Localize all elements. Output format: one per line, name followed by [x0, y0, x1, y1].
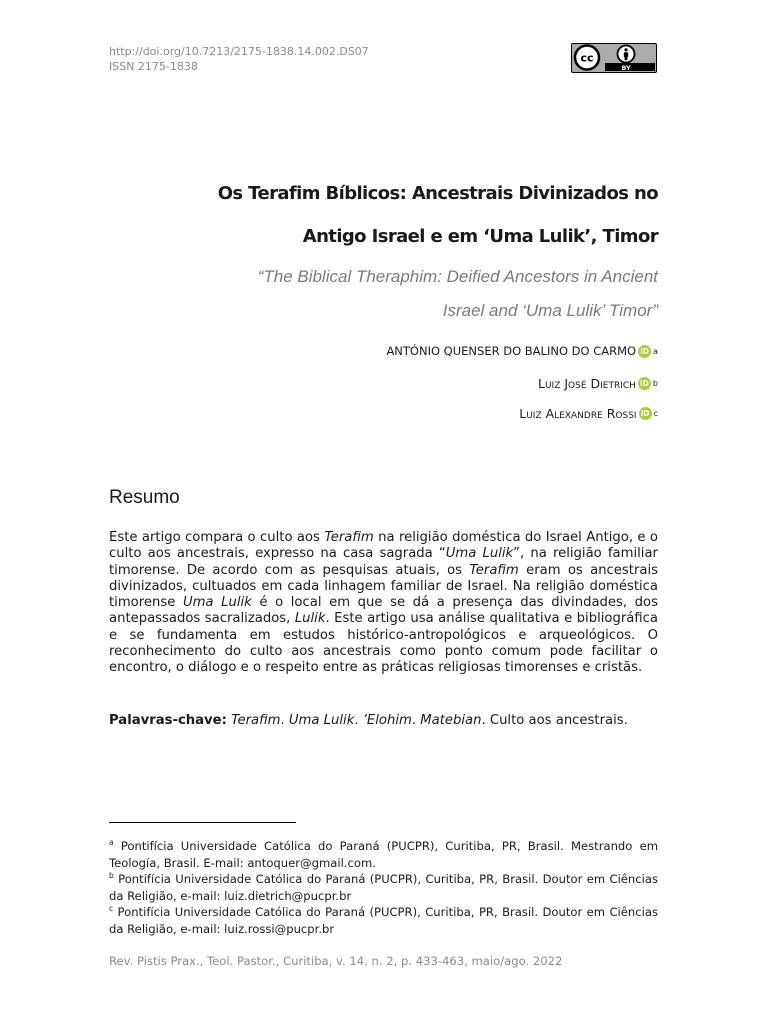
keywords: Palavras-chave: Terafim. Uma Lulik. ’Elohim. Matebian. Culto aos ancestrais.	[109, 713, 628, 728]
author-name: Luiz José Dietrich	[538, 376, 636, 391]
issn: ISSN 2175-1838	[109, 60, 198, 73]
footnotes	[109, 838, 658, 937]
article-header	[109, 44, 369, 74]
journal-citation-footer: Rev. Pistis Prax., Teol. Pastor., Curitiba, v. 14, n. 2, p. 433-463, maio/ago. 2022	[109, 954, 563, 968]
svg-text:cc: cc	[580, 51, 594, 65]
footnote-a: $^a$ Pontifícia Universidade Católica do Paraná (PUCPR), Curitiba, PR, Brasil. Mestrando em Teología, Brasil. E-mail: antoquer@gmail.com.	[109, 838, 658, 870]
author-name: ANTÓNIO QUENSER DO BALINO DO CARMO	[386, 344, 637, 358]
author-2	[538, 376, 658, 391]
doi-link[interactable]: http://doi.org/10.7213/2175-1838.14.002.DS07	[109, 45, 369, 58]
orcid-icon[interactable]: iD	[638, 377, 651, 390]
english-title-line-1: “The Biblical Theraphim: Deified Ancestors in Ancient	[257, 267, 658, 286]
article-title-line-1: Os Terafim Bíblicos: Ancestrais Divinizados no	[217, 183, 658, 204]
orcid-icon[interactable]: iD	[639, 407, 652, 420]
abstract-heading: Resumo	[109, 487, 180, 508]
cc-by-icon	[572, 44, 655, 71]
affiliation-mark: b	[652, 379, 658, 388]
author-1	[386, 344, 658, 358]
cc-by-license-badge[interactable]	[571, 43, 657, 73]
footnote-divider	[109, 822, 296, 823]
author-name: Luiz Alexandre Rossi	[519, 406, 637, 421]
orcid-icon[interactable]: iD	[638, 345, 651, 358]
footnote-c: $^c$ Pontifícia Universidade Católica do Paraná (PUCPR), Curitiba, PR, Brasil. Doutor em Ciências da Religião, e-mail: luiz.rossi@pucpr.br	[109, 904, 658, 936]
english-title-line-2: Israel and ‘Uma Lulik’ Timor”	[442, 301, 658, 320]
affiliation-mark: a	[653, 346, 658, 356]
abstract-paragraph: Este artigo compara o culto aos Terafim na religião doméstica do Israel Antigo, e o culto aos ancestrais, expresso na casa sagrada “Uma Lulik”, na religião familiar timorense. De acordo com as pesquisas atuais, os Terafim eram os ancestrais divinizados, cultuados em cada linhagem familiar de Israel. Na religião doméstica timorense Uma Lulik é o local em que se dá a presença das divindades, dos antepassados sacralizados, Lulik. Este artigo usa análise qualitativa e bibliográfica e se fundamenta em estudos histórico-antropológicos e arqueológicos. O reconhecimento do culto aos ancestrais como ponto comum pode facilitar o encontro, o diálogo e o respeito entre as práticas religiosas timorenses e cristãs.	[109, 530, 658, 676]
article-title-line-2: Antigo Israel e em ‘Uma Lulik’, Timor	[302, 226, 658, 247]
keywords-label: Palavras-chave:	[109, 713, 227, 728]
affiliation-mark: c	[653, 409, 658, 418]
svg-text:BY: BY	[621, 63, 631, 71]
author-3	[519, 406, 658, 421]
attribution-person-icon	[618, 46, 635, 63]
footnote-b: $^b$ Pontifícia Universidade Católica do Paraná (PUCPR), Curitiba, PR, Brasil. Doutor em Ciências da Religião, e-mail: luiz.dietrich@pucpr.br	[109, 871, 659, 903]
